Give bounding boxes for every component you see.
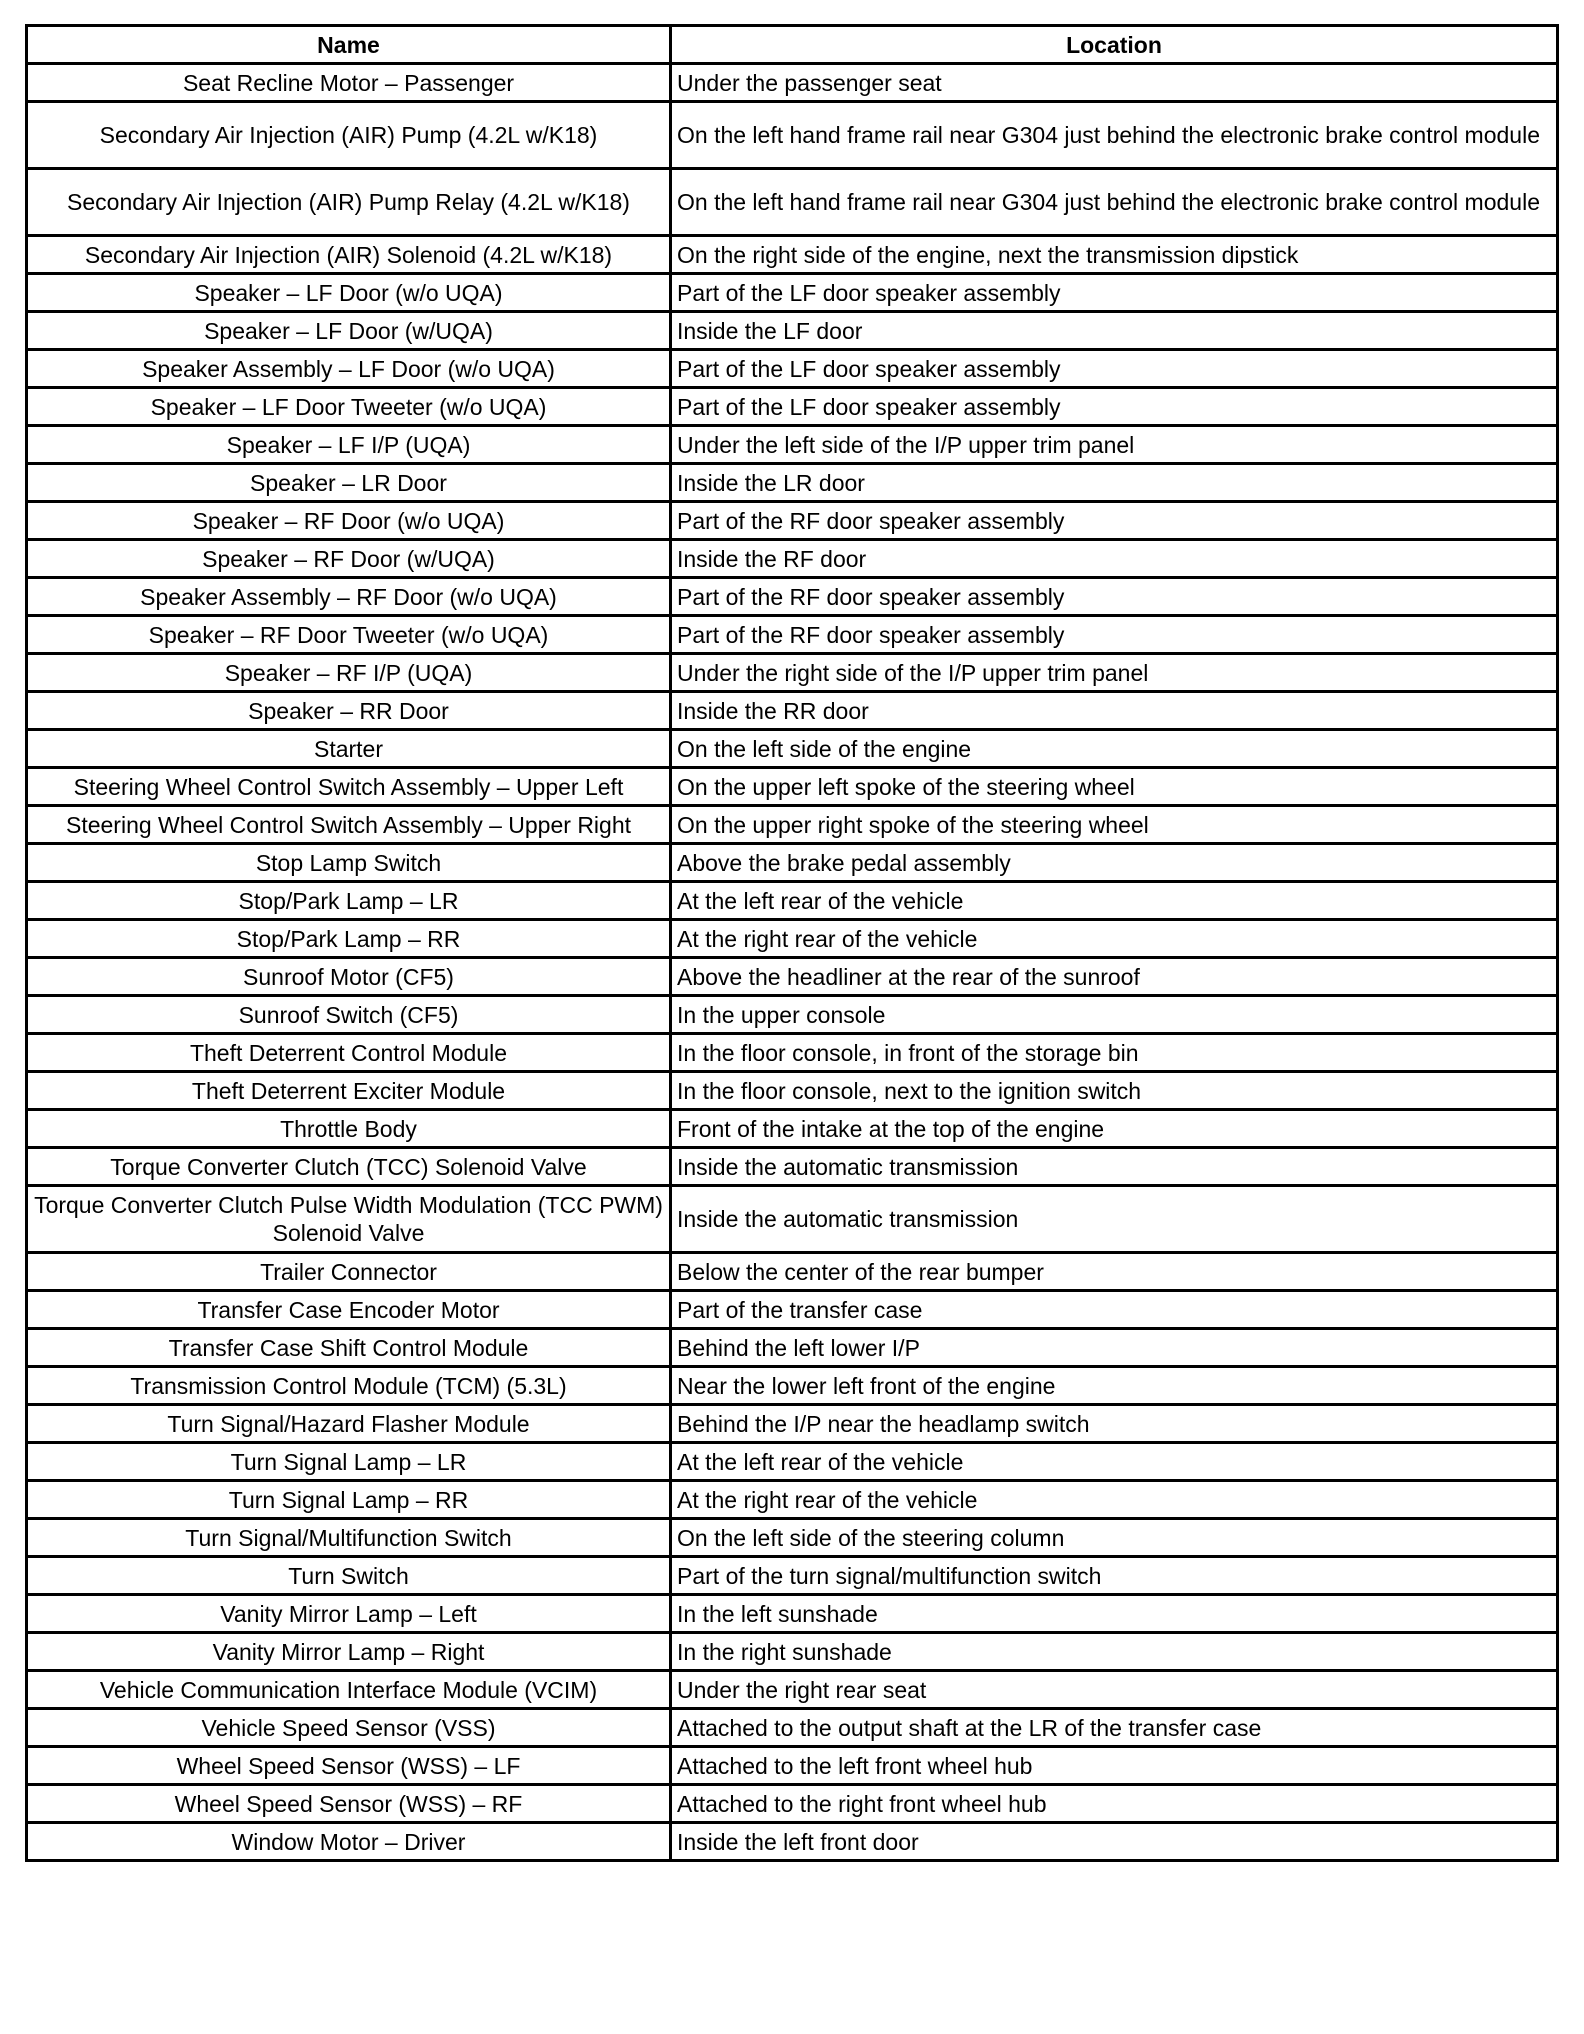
- component-location-cell: On the upper left spoke of the steering wheel: [671, 768, 1558, 806]
- location-column-header: Location: [671, 26, 1558, 64]
- table-row: [27, 1329, 1558, 1367]
- component-location-cell: Part of the LF door speaker assembly: [671, 388, 1558, 426]
- component-location-cell: Inside the automatic transmission: [671, 1186, 1558, 1253]
- component-name-cell: Window Motor – Driver: [27, 1823, 671, 1861]
- component-name-cell: Transmission Control Module (TCM) (5.3L): [27, 1367, 671, 1405]
- table-row: [27, 388, 1558, 426]
- component-location-cell: Part of the RF door speaker assembly: [671, 616, 1558, 654]
- table-row: [27, 464, 1558, 502]
- component-location-cell: Above the headliner at the rear of the sunroof: [671, 958, 1558, 996]
- component-name-cell: Torque Converter Clutch Pulse Width Modulation (TCC PWM) Solenoid Valve: [27, 1186, 671, 1253]
- component-location-cell: Under the right rear seat: [671, 1671, 1558, 1709]
- table-row: [27, 236, 1558, 274]
- table-row: [27, 1823, 1558, 1861]
- table-row: [27, 1110, 1558, 1148]
- component-name-cell: Stop/Park Lamp – RR: [27, 920, 671, 958]
- component-name-cell: Seat Recline Motor – Passenger: [27, 64, 671, 102]
- component-location-cell: Part of the RF door speaker assembly: [671, 502, 1558, 540]
- component-name-cell: Vanity Mirror Lamp – Right: [27, 1633, 671, 1671]
- table-row: [27, 274, 1558, 312]
- table-row: [27, 102, 1558, 169]
- table-row: [27, 578, 1558, 616]
- component-name-cell: Vehicle Speed Sensor (VSS): [27, 1709, 671, 1747]
- component-name-cell: Speaker Assembly – LF Door (w/o UQA): [27, 350, 671, 388]
- component-name-cell: Speaker Assembly – RF Door (w/o UQA): [27, 578, 671, 616]
- table-row: [27, 350, 1558, 388]
- component-name-cell: Trailer Connector: [27, 1253, 671, 1291]
- component-location-cell: Inside the left front door: [671, 1823, 1558, 1861]
- component-location-cell: In the right sunshade: [671, 1633, 1558, 1671]
- table-row: [27, 1291, 1558, 1329]
- component-location-cell: Behind the I/P near the headlamp switch: [671, 1405, 1558, 1443]
- table-row: [27, 844, 1558, 882]
- component-name-cell: Secondary Air Injection (AIR) Pump (4.2L w/K18): [27, 102, 671, 169]
- component-location-cell: Part of the RF door speaker assembly: [671, 578, 1558, 616]
- component-location-table: [25, 24, 1559, 1862]
- component-name-cell: Theft Deterrent Exciter Module: [27, 1072, 671, 1110]
- component-location-cell: On the left side of the steering column: [671, 1519, 1558, 1557]
- table-row: [27, 1481, 1558, 1519]
- component-name-cell: Wheel Speed Sensor (WSS) – RF: [27, 1785, 671, 1823]
- table-row: [27, 958, 1558, 996]
- component-location-cell: Under the passenger seat: [671, 64, 1558, 102]
- component-location-cell: At the right rear of the vehicle: [671, 1481, 1558, 1519]
- table-row: [27, 1557, 1558, 1595]
- component-name-cell: Starter: [27, 730, 671, 768]
- component-name-cell: Wheel Speed Sensor (WSS) – LF: [27, 1747, 671, 1785]
- table-row: [27, 1405, 1558, 1443]
- table-row: [27, 1148, 1558, 1186]
- component-location-cell: At the left rear of the vehicle: [671, 882, 1558, 920]
- table-row: [27, 654, 1558, 692]
- component-location-cell: At the left rear of the vehicle: [671, 1443, 1558, 1481]
- table-row: [27, 1709, 1558, 1747]
- component-location-cell: Part of the LF door speaker assembly: [671, 350, 1558, 388]
- table-row: [27, 1595, 1558, 1633]
- component-location-cell: At the right rear of the vehicle: [671, 920, 1558, 958]
- component-location-cell: Above the brake pedal assembly: [671, 844, 1558, 882]
- component-location-cell: Attached to the right front wheel hub: [671, 1785, 1558, 1823]
- table-row: [27, 768, 1558, 806]
- component-location-cell: Front of the intake at the top of the engine: [671, 1110, 1558, 1148]
- component-location-cell: Inside the RR door: [671, 692, 1558, 730]
- component-location-cell: Part of the transfer case: [671, 1291, 1558, 1329]
- table-row: [27, 692, 1558, 730]
- table-row: [27, 1633, 1558, 1671]
- component-location-cell: In the left sunshade: [671, 1595, 1558, 1633]
- component-name-cell: Torque Converter Clutch (TCC) Solenoid Valve: [27, 1148, 671, 1186]
- table-row: [27, 426, 1558, 464]
- component-name-cell: Stop Lamp Switch: [27, 844, 671, 882]
- table-row: [27, 1034, 1558, 1072]
- table-row: [27, 1747, 1558, 1785]
- component-name-cell: Throttle Body: [27, 1110, 671, 1148]
- component-name-cell: Vanity Mirror Lamp – Left: [27, 1595, 671, 1633]
- component-name-cell: Transfer Case Encoder Motor: [27, 1291, 671, 1329]
- component-name-cell: Speaker – RF I/P (UQA): [27, 654, 671, 692]
- component-location-cell: Under the left side of the I/P upper trim panel: [671, 426, 1558, 464]
- component-name-cell: Speaker – RF Door (w/o UQA): [27, 502, 671, 540]
- table-row: [27, 996, 1558, 1034]
- table-row: [27, 1186, 1558, 1253]
- table-row: [27, 169, 1558, 236]
- component-location-cell: Attached to the left front wheel hub: [671, 1747, 1558, 1785]
- table-row: [27, 64, 1558, 102]
- component-name-cell: Speaker – RR Door: [27, 692, 671, 730]
- component-name-cell: Speaker – LF Door Tweeter (w/o UQA): [27, 388, 671, 426]
- table-row: [27, 312, 1558, 350]
- component-location-cell: Under the right side of the I/P upper trim panel: [671, 654, 1558, 692]
- table-row: [27, 1253, 1558, 1291]
- component-location-cell: On the right side of the engine, next the transmission dipstick: [671, 236, 1558, 274]
- component-name-cell: Speaker – LF Door (w/UQA): [27, 312, 671, 350]
- component-location-cell: In the floor console, next to the ignition switch: [671, 1072, 1558, 1110]
- component-location-cell: Inside the LF door: [671, 312, 1558, 350]
- header-row: [27, 26, 1558, 64]
- table-row: [27, 1072, 1558, 1110]
- component-location-cell: Behind the left lower I/P: [671, 1329, 1558, 1367]
- component-location-cell: On the upper right spoke of the steering wheel: [671, 806, 1558, 844]
- table-row: [27, 806, 1558, 844]
- component-name-cell: Steering Wheel Control Switch Assembly – Upper Left: [27, 768, 671, 806]
- component-name-cell: Turn Signal/Multifunction Switch: [27, 1519, 671, 1557]
- table-body: [27, 64, 1558, 1861]
- table-row: [27, 502, 1558, 540]
- component-name-cell: Stop/Park Lamp – LR: [27, 882, 671, 920]
- component-name-cell: Steering Wheel Control Switch Assembly – Upper Right: [27, 806, 671, 844]
- component-name-cell: Sunroof Switch (CF5): [27, 996, 671, 1034]
- component-name-cell: Vehicle Communication Interface Module (VCIM): [27, 1671, 671, 1709]
- component-location-cell: Attached to the output shaft at the LR of the transfer case: [671, 1709, 1558, 1747]
- component-name-cell: Turn Switch: [27, 1557, 671, 1595]
- component-location-cell: Part of the turn signal/multifunction switch: [671, 1557, 1558, 1595]
- component-location-cell: Part of the LF door speaker assembly: [671, 274, 1558, 312]
- table-row: [27, 540, 1558, 578]
- component-location-cell: On the left hand frame rail near G304 just behind the electronic brake control module: [671, 102, 1558, 169]
- component-location-cell: In the upper console: [671, 996, 1558, 1034]
- component-location-cell: On the left side of the engine: [671, 730, 1558, 768]
- table-row: [27, 730, 1558, 768]
- table-row: [27, 1443, 1558, 1481]
- component-location-cell: Below the center of the rear bumper: [671, 1253, 1558, 1291]
- name-column-header: Name: [27, 26, 671, 64]
- component-location-cell: Inside the LR door: [671, 464, 1558, 502]
- component-location-cell: Inside the RF door: [671, 540, 1558, 578]
- table-row: [27, 920, 1558, 958]
- component-name-cell: Secondary Air Injection (AIR) Solenoid (4.2L w/K18): [27, 236, 671, 274]
- component-name-cell: Speaker – RF Door Tweeter (w/o UQA): [27, 616, 671, 654]
- component-location-cell: In the floor console, in front of the storage bin: [671, 1034, 1558, 1072]
- table-row: [27, 616, 1558, 654]
- table-row: [27, 1671, 1558, 1709]
- component-name-cell: Theft Deterrent Control Module: [27, 1034, 671, 1072]
- component-location-cell: Near the lower left front of the engine: [671, 1367, 1558, 1405]
- table-row: [27, 1519, 1558, 1557]
- component-name-cell: Turn Signal Lamp – RR: [27, 1481, 671, 1519]
- component-name-cell: Turn Signal/Hazard Flasher Module: [27, 1405, 671, 1443]
- component-name-cell: Secondary Air Injection (AIR) Pump Relay (4.2L w/K18): [27, 169, 671, 236]
- component-location-cell: On the left hand frame rail near G304 just behind the electronic brake control module: [671, 169, 1558, 236]
- component-name-cell: Transfer Case Shift Control Module: [27, 1329, 671, 1367]
- table-row: [27, 1367, 1558, 1405]
- table-row: [27, 1785, 1558, 1823]
- component-name-cell: Speaker – LF Door (w/o UQA): [27, 274, 671, 312]
- component-name-cell: Turn Signal Lamp – LR: [27, 1443, 671, 1481]
- component-name-cell: Speaker – RF Door (w/UQA): [27, 540, 671, 578]
- table-row: [27, 882, 1558, 920]
- component-location-cell: Inside the automatic transmission: [671, 1148, 1558, 1186]
- component-name-cell: Speaker – LF I/P (UQA): [27, 426, 671, 464]
- component-name-cell: Speaker – LR Door: [27, 464, 671, 502]
- component-name-cell: Sunroof Motor (CF5): [27, 958, 671, 996]
